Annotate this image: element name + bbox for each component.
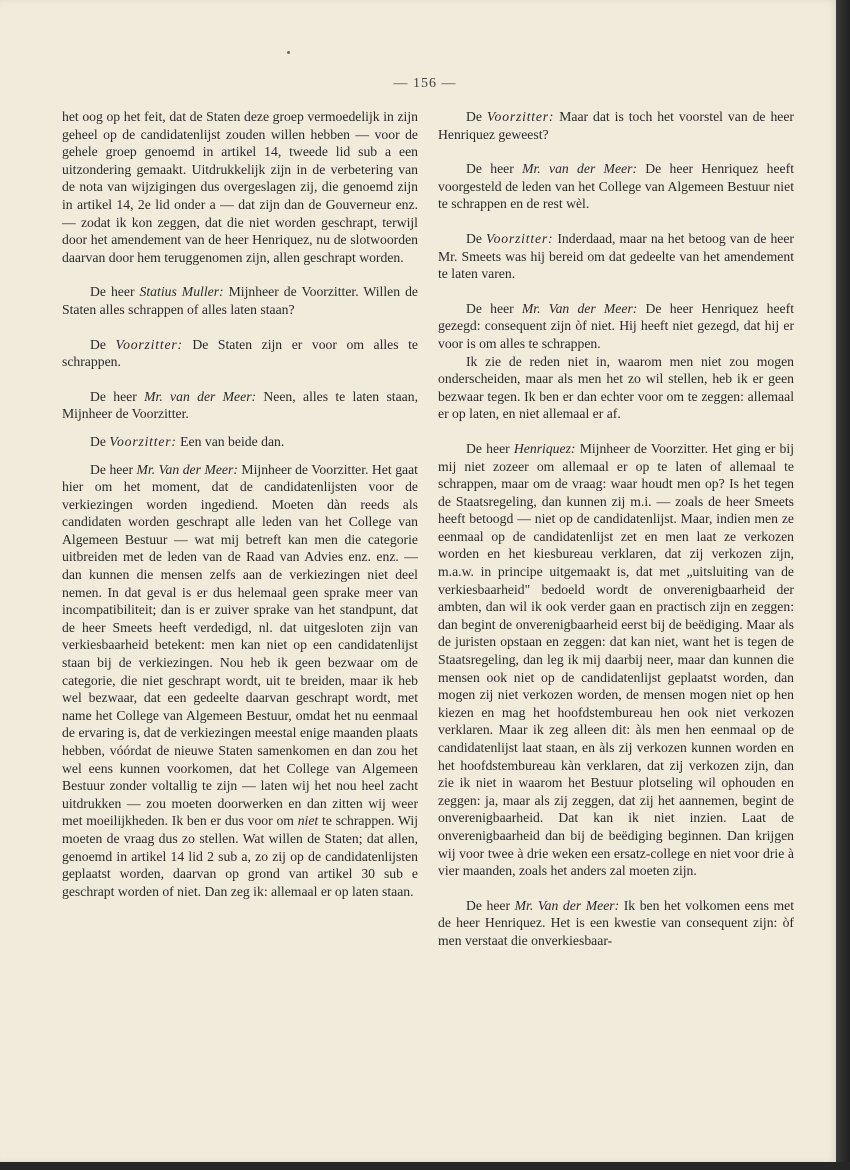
text-run: De Staten zijn er voor om alles te schrappen. (62, 336, 418, 370)
text-run: Ik zie de reden niet in, waarom men niet zou mogen onderscheiden, maar als men het zo wil stellen, heb ik er geen bezwaar tegen. Ik ben er dan echter voor om te zeggen: allemaal er op laten, en niet allemaal er af. (438, 353, 794, 422)
text-run: Neen, alles te laten staan, Mijnheer de Voorzitter. (62, 388, 418, 422)
scan-edge-bottom (0, 1162, 850, 1170)
text-run: Een van beide dan. (176, 433, 285, 449)
paragraph (438, 108, 794, 143)
ink-speck (287, 51, 290, 54)
text-run: De heer (90, 461, 137, 477)
speaker-or-emphasis: Henriquez: (513, 440, 576, 456)
speaker-or-emphasis: niet (297, 813, 319, 829)
text-run: De (90, 336, 116, 352)
text-run: te schrappen. Wij moeten de vraag dus zo stellen. Wat willen de Staten; dat allen, genoemd in artikel 14 lid 2 sub a, zo zij op de candidatenlijsten geplaatst worden, daarvan op grond van artikel 30 sub e geschrapt worden of niet. Dan zeg ik: allemaal er op laten staan. (62, 813, 418, 899)
speaker-or-emphasis: Mr. van der Meer: (144, 388, 257, 404)
speaker-or-emphasis: Voorzitter: (485, 230, 554, 246)
left-column (62, 108, 418, 917)
text-run: Mijnheer de Voorzitter. Het gaat hier om het moment, dat de candidatenlijsten voor de verkiezingen worden ingediend. Moeten dàn reeds als candidaten worden geschrapt alle leden van het College van Algemeen Bestuur — wat mij betreft kan men die categorie uitbreiden met de leden van de Raad van Advies enz. enz. — dan kunnen die mensen zelfs aan de verkiezingen niet deel nemen. In dat geval is er dus helemaal geen sprake meer van incompatibiliteit; dan is er zuiver sprake van het standpunt, dat de heer Smeets heeft verdedigd, nl. dat uitgesloten zijn van verkiesbaarheid betekent: men kan niet op een candidatenlijst staan bij de verkiezingen. Nou heb ik geen bezwaar om de categorie, die niet geschrapt wordt, uit te breiden, maar ik heb wel bezwaar, dat een gedeelte daarvan geschrapt wordt, met name het College van Algemeen Bestuur, omdat het nu eenmaal de ervaring is, dat de verkiezingen meestal enige maanden plaats hebben, vóórdat de nieuwe Staten samenkomen en dan zou het wel eens kunnen voorkomen, dat het College van Algemeen Bestuur zonder voltallig te zijn — laten wij het nou heel zacht uitdrukken — zou moeten doorwerken en dan zitten wij weer met moeilijkheden. Ik ben er dus voor om (62, 461, 418, 829)
paragraph (438, 353, 794, 423)
text-run: De heer (466, 300, 522, 316)
speaker-or-emphasis: Voorzitter: (115, 336, 183, 352)
text-run: De heer (90, 284, 140, 300)
paragraph (62, 283, 418, 318)
text-run: Mijnheer de Voorzitter. Willen de Staten alles schrappen of alles laten staan? (62, 284, 419, 317)
right-column (438, 108, 794, 967)
paragraph (62, 388, 418, 423)
text-run: Maar dat is toch het voorstel van de heer Henriquez geweest? (438, 109, 794, 142)
text-run: het oog op het feit, dat de Staten deze groep vermoedelijk in zijn geheel op de candidatenlijst zouden willen hebben — voor de gehele groep genoemd in artikel 14, tweede lid sub a een uitzondering gemaakt. Uitdrukkelijk zijn in de verbetering van de nota van wijzigingen dus overgeslagen zij, die genoemd zijn in artikel 14, 2e lid onder a — dat zijn dan de Gouverneur enz. — zodat ik kon zeggen, dat die niet worden geschrapt, terwijl door het amendement van de heer Henriquez, nu de slotwoorden daarvan door hem teruggenomen zijn, allen geschrapt worden. (62, 109, 418, 265)
text-run: De (90, 433, 110, 449)
paragraph (438, 300, 794, 353)
text-run: De heer Henriquez heeft voorgesteld de leden van het College van Algemeen Bestuur niet te schrappen en de rest wèl. (438, 161, 794, 212)
speaker-or-emphasis: Mr. van der Meer: (522, 161, 637, 177)
text-run: De heer (90, 388, 145, 404)
paragraph (62, 433, 418, 451)
text-run: De heer (466, 161, 523, 177)
text-run: De heer (466, 440, 514, 456)
text-run: De (466, 230, 486, 246)
speaker-or-emphasis: Statius Muller: (139, 284, 224, 300)
speaker-or-emphasis: Mr. Van der Meer: (136, 461, 238, 477)
page-number: — 156 — (393, 76, 457, 91)
paragraph (62, 108, 418, 266)
speaker-or-emphasis: Voorzitter: (109, 433, 177, 449)
paragraph (438, 897, 794, 950)
paragraph (438, 440, 794, 880)
text-run: De heer (466, 897, 515, 913)
speaker-or-emphasis: Mr. Van der Meer: (521, 300, 638, 316)
paragraph (62, 336, 418, 371)
text-run: De (466, 109, 487, 124)
text-run: Inderdaad, maar na het betoog van de heer Mr. Smeets was hij bereid om dat gedeelte van het amendement te laten varen. (438, 230, 794, 282)
text-run: Ik ben het volkomen eens met de heer Henriquez. Het is een kwestie van consequent zijn: òf men verstaat die onverkiesbaar- (438, 897, 794, 948)
paragraph (438, 230, 794, 283)
paragraph (438, 160, 794, 213)
paragraph (62, 461, 418, 901)
speaker-or-emphasis: Mr. Van der Meer: (514, 897, 620, 913)
speaker-or-emphasis: Voorzitter: (486, 109, 555, 124)
text-run: Mijnheer de Voorzitter. Het ging er bij mij niet zozeer om allemaal er op te laten of allemaal te schrappen, maar om de vraag: waar houdt men op? Is het tegen de Staatsregeling, dan kunnen zij m.i. — zoals de heer Smeets heeft betoogd — niet op de candidatenlijst. Maar, indien men ze eenmaal op de candidatenlijst zet en men laat ze verkozen worden en het kiesbureau verklaren, dat zij verkozen zijn, m.a.w. in principe uitgemaakt is, dat met „uitsluiting van de verkiesbaarheid" bedoeld wordt de onverenigbaarheid der ambten, dan wil ik ook verder gaan en practisch zijn en zeggen: dan begint de onverenigbaarheid eerst bij de beëdiging. Maar als de juristen opstaan en zeggen: dat kan niet, want het is tegen de Staatsregeling, dan leg ik mij daarbij neer, maar dan kunnen die mensen ook niet op de candidatenlijst geplaatst worden, dan mogen zij niet verkozen worden, de mensen mogen niet op hen kiezen en mag het hoofdstembureau hen ook niet verkozen verklaren. Maar ik zeg alleen dit: àls men hen eenmaal op de candidatenlijst laat staan, en àls zij verkozen kunnen worden en het hoofdstembureau kàn verklaren, dat zij verkozen zijn, dan zie ik niet in waarom het Bestuur plotseling wil ophouden en zeggen: ja, maar als zij zeggen, dat zij het aannemen, begint de onverenigbaarheid. Dat kan ik niet inzien. Laat de onverenigbaarheid dan bij de beëdiging beginnen. Dan krijgen wij voor twee à drie weken een ersatz-college en niet voor drie à vier maanden, zoals het anders zal moeten zijn. (438, 440, 795, 879)
scan-edge-right (836, 0, 850, 1170)
text-run: De heer Henriquez heeft gezegd: consequent zijn òf niet. Hij heeft niet gezegd, dat hij er voor is om alles te schrappen. (438, 300, 794, 351)
